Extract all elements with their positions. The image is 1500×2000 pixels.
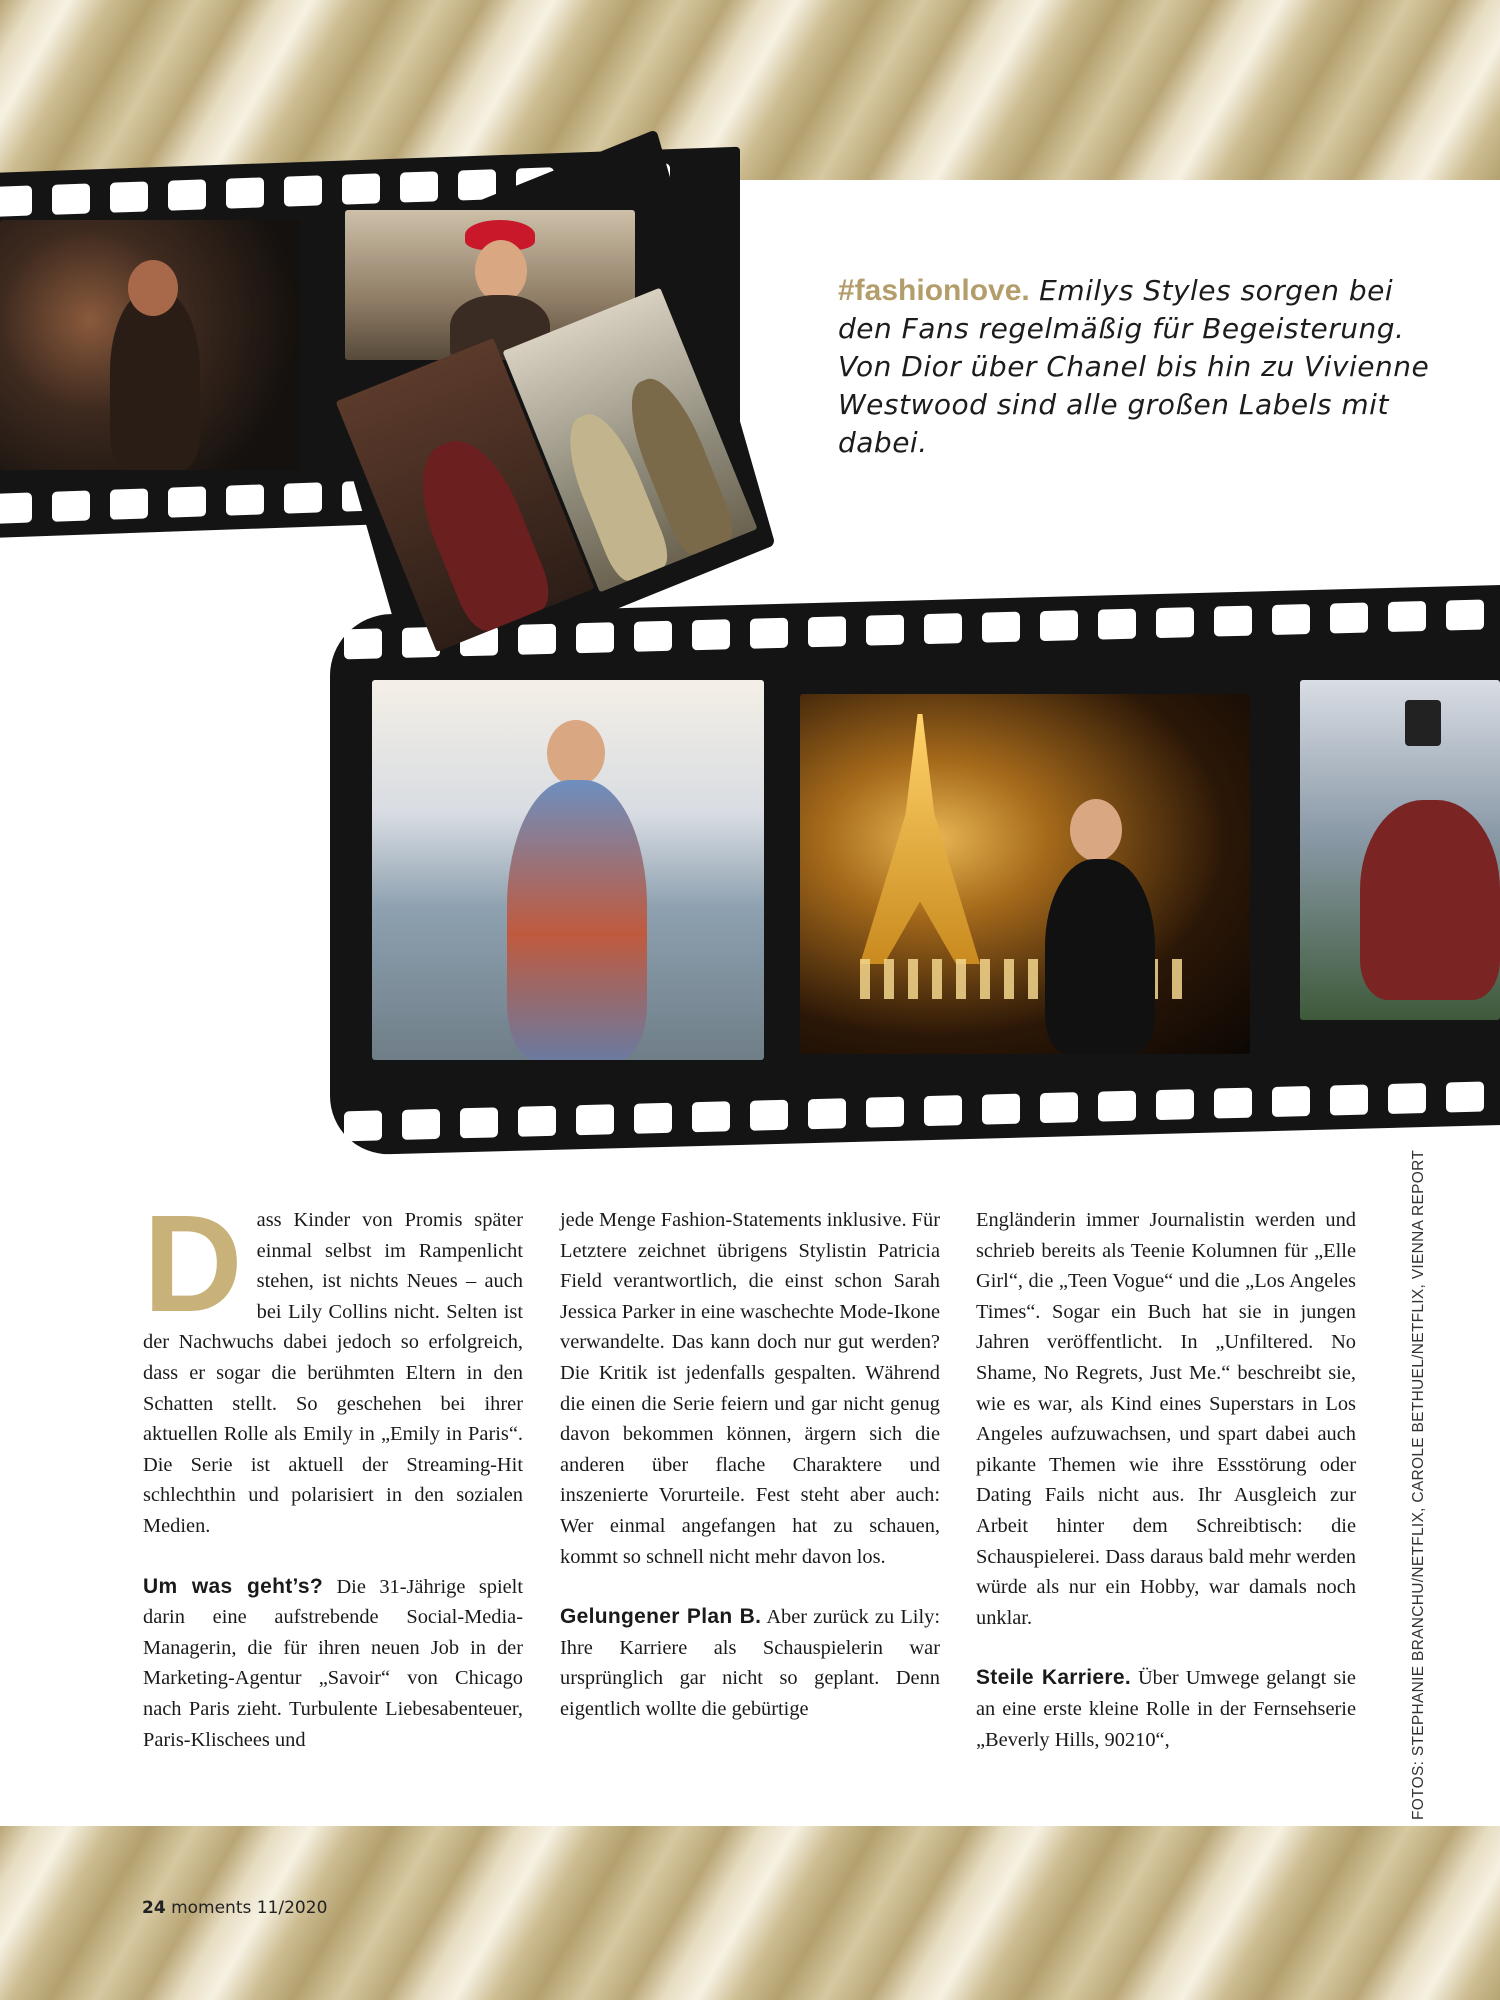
figure (1360, 800, 1500, 1000)
section-text: Die 31-Jährige spielt darin eine aufstrebende Social-Media-Managerin, die für ihren neuen Job in der Marketing-Agentur „Savoir“ von Chicago nach Paris zieht. Turbulente Liebesabenteuer, Paris-Klischees und (143, 1575, 523, 1751)
eiffel-tower-icon (860, 714, 980, 964)
photo-seine (372, 680, 764, 1060)
section-steile-karriere (976, 1663, 1356, 1755)
figure (1045, 859, 1155, 1054)
camera-icon (1405, 700, 1441, 746)
article-column-2 (560, 1205, 940, 1725)
figure-head (547, 720, 605, 786)
photo-party-scene (0, 220, 300, 470)
figure-head (1070, 799, 1122, 861)
section-heading: Gelungener Plan B. (560, 1605, 762, 1629)
figure-head (475, 240, 527, 302)
figure (403, 427, 558, 637)
article-paragraph: jede Menge Fashion-Statements inklusive. Für Letztere zeichnet übrigens Stylistin Patricia Field verantwortlich, die einst schon Sarah Jessica Parker in eine waschechte Mode-Ikone verwandelte. Das kann doch nur gut werden? Die Kritik ist jedenfalls gespalten. Während die einen die Serie feiern und gar nicht genug davon bekommen können, ärgern sich die anderen über flache Charaktere und inszenierte Vorurteile. Fest steht aber auch: Wer einmal angefangen hat zu schauen, kommt so schnell nicht mehr davon los. (560, 1209, 941, 1568)
section-heading: Um was geht’s? (143, 1574, 323, 1598)
article-intro: ass Kinder von Promis später einmal selbst im Rampenlicht stehen, ist nichts Neues – auch bei Lily Collins nicht. Selten ist der Nachwuchs dabei jedoch so erfolgreich, dass er sogar die berühmten Eltern in den Schatten stellt. So geschehen bei ihrer aktuellen Rolle als Emily in „Emily in Paris“. Die Serie ist aktuell der Streaming-Hit schlechthin und polarisiert in den sozialen Medien. (143, 1209, 523, 1537)
caption-hashtag: #fashionlove. (838, 274, 1030, 307)
figure (110, 290, 200, 470)
page-number: 24 (142, 1898, 166, 1918)
drop-cap: D (143, 1187, 243, 1341)
page-footer (142, 1898, 327, 1918)
photo-caption (838, 272, 1438, 462)
figure (507, 780, 647, 1060)
figure-head (128, 260, 178, 316)
magazine-issue: moments 11/2020 (171, 1898, 328, 1918)
section-gelungener-plan-b (560, 1602, 940, 1724)
article-column-3 (976, 1205, 1356, 1755)
caption-text: Emilys Styles sorgen bei den Fans regelmäßig für Begeisterung. Von Dior über Chanel bis hin zu Vivienne Westwood sind alle großen Labels mit dabei. (838, 274, 1430, 459)
section-text: Aber zurück zu Lily: Ihre Karriere als Schauspielerin war ursprünglich gar nicht so geplant. Denn eigentlich wollte die gebürtige (560, 1606, 940, 1720)
gold-header-band (0, 0, 1500, 180)
article-paragraph: Engländerin immer Journalistin werden und schrieb bereits als Teenie Kolumnen für „Elle Girl“, die „Teen Vogue“ und die „Los Angeles Times“. Sogar ein Buch hat sie in jungen Jahren veröffentlicht. In „Unfiltered. No Shame, No Regrets, Just Me.“ beschreibt sie, wie es war, als Kind eines Superstars in Los Angeles aufzuwachsen, und spart dabei auch pikante Themen wie ihre Essstörung oder Dating Fails nicht aus. Ihr Ausgleich zur Arbeit hinter dem Schreibtisch: die Schauspielerei. Dass daraus bald mehr werden würde als nur ein Hobby, war damals noch unklar. (976, 1209, 1356, 1629)
article-column-1 (143, 1187, 523, 1755)
photo-credit: FOTOS: STEPHANIE BRANCHU/NETFLIX, CAROLE BETHUEL/NETFLIX, VIENNA REPORT (1410, 1149, 1427, 1820)
photo-eiffel-tower (800, 694, 1250, 1054)
section-um-was-gehts (143, 1572, 523, 1756)
section-text: Über Umwege gelangt sie an eine erste kleine Rolle in der Fernsehserie „Beverly Hills, 90210“, (976, 1667, 1356, 1751)
photo-camera-selfie (1300, 680, 1500, 1020)
section-heading: Steile Karriere. (976, 1666, 1131, 1690)
